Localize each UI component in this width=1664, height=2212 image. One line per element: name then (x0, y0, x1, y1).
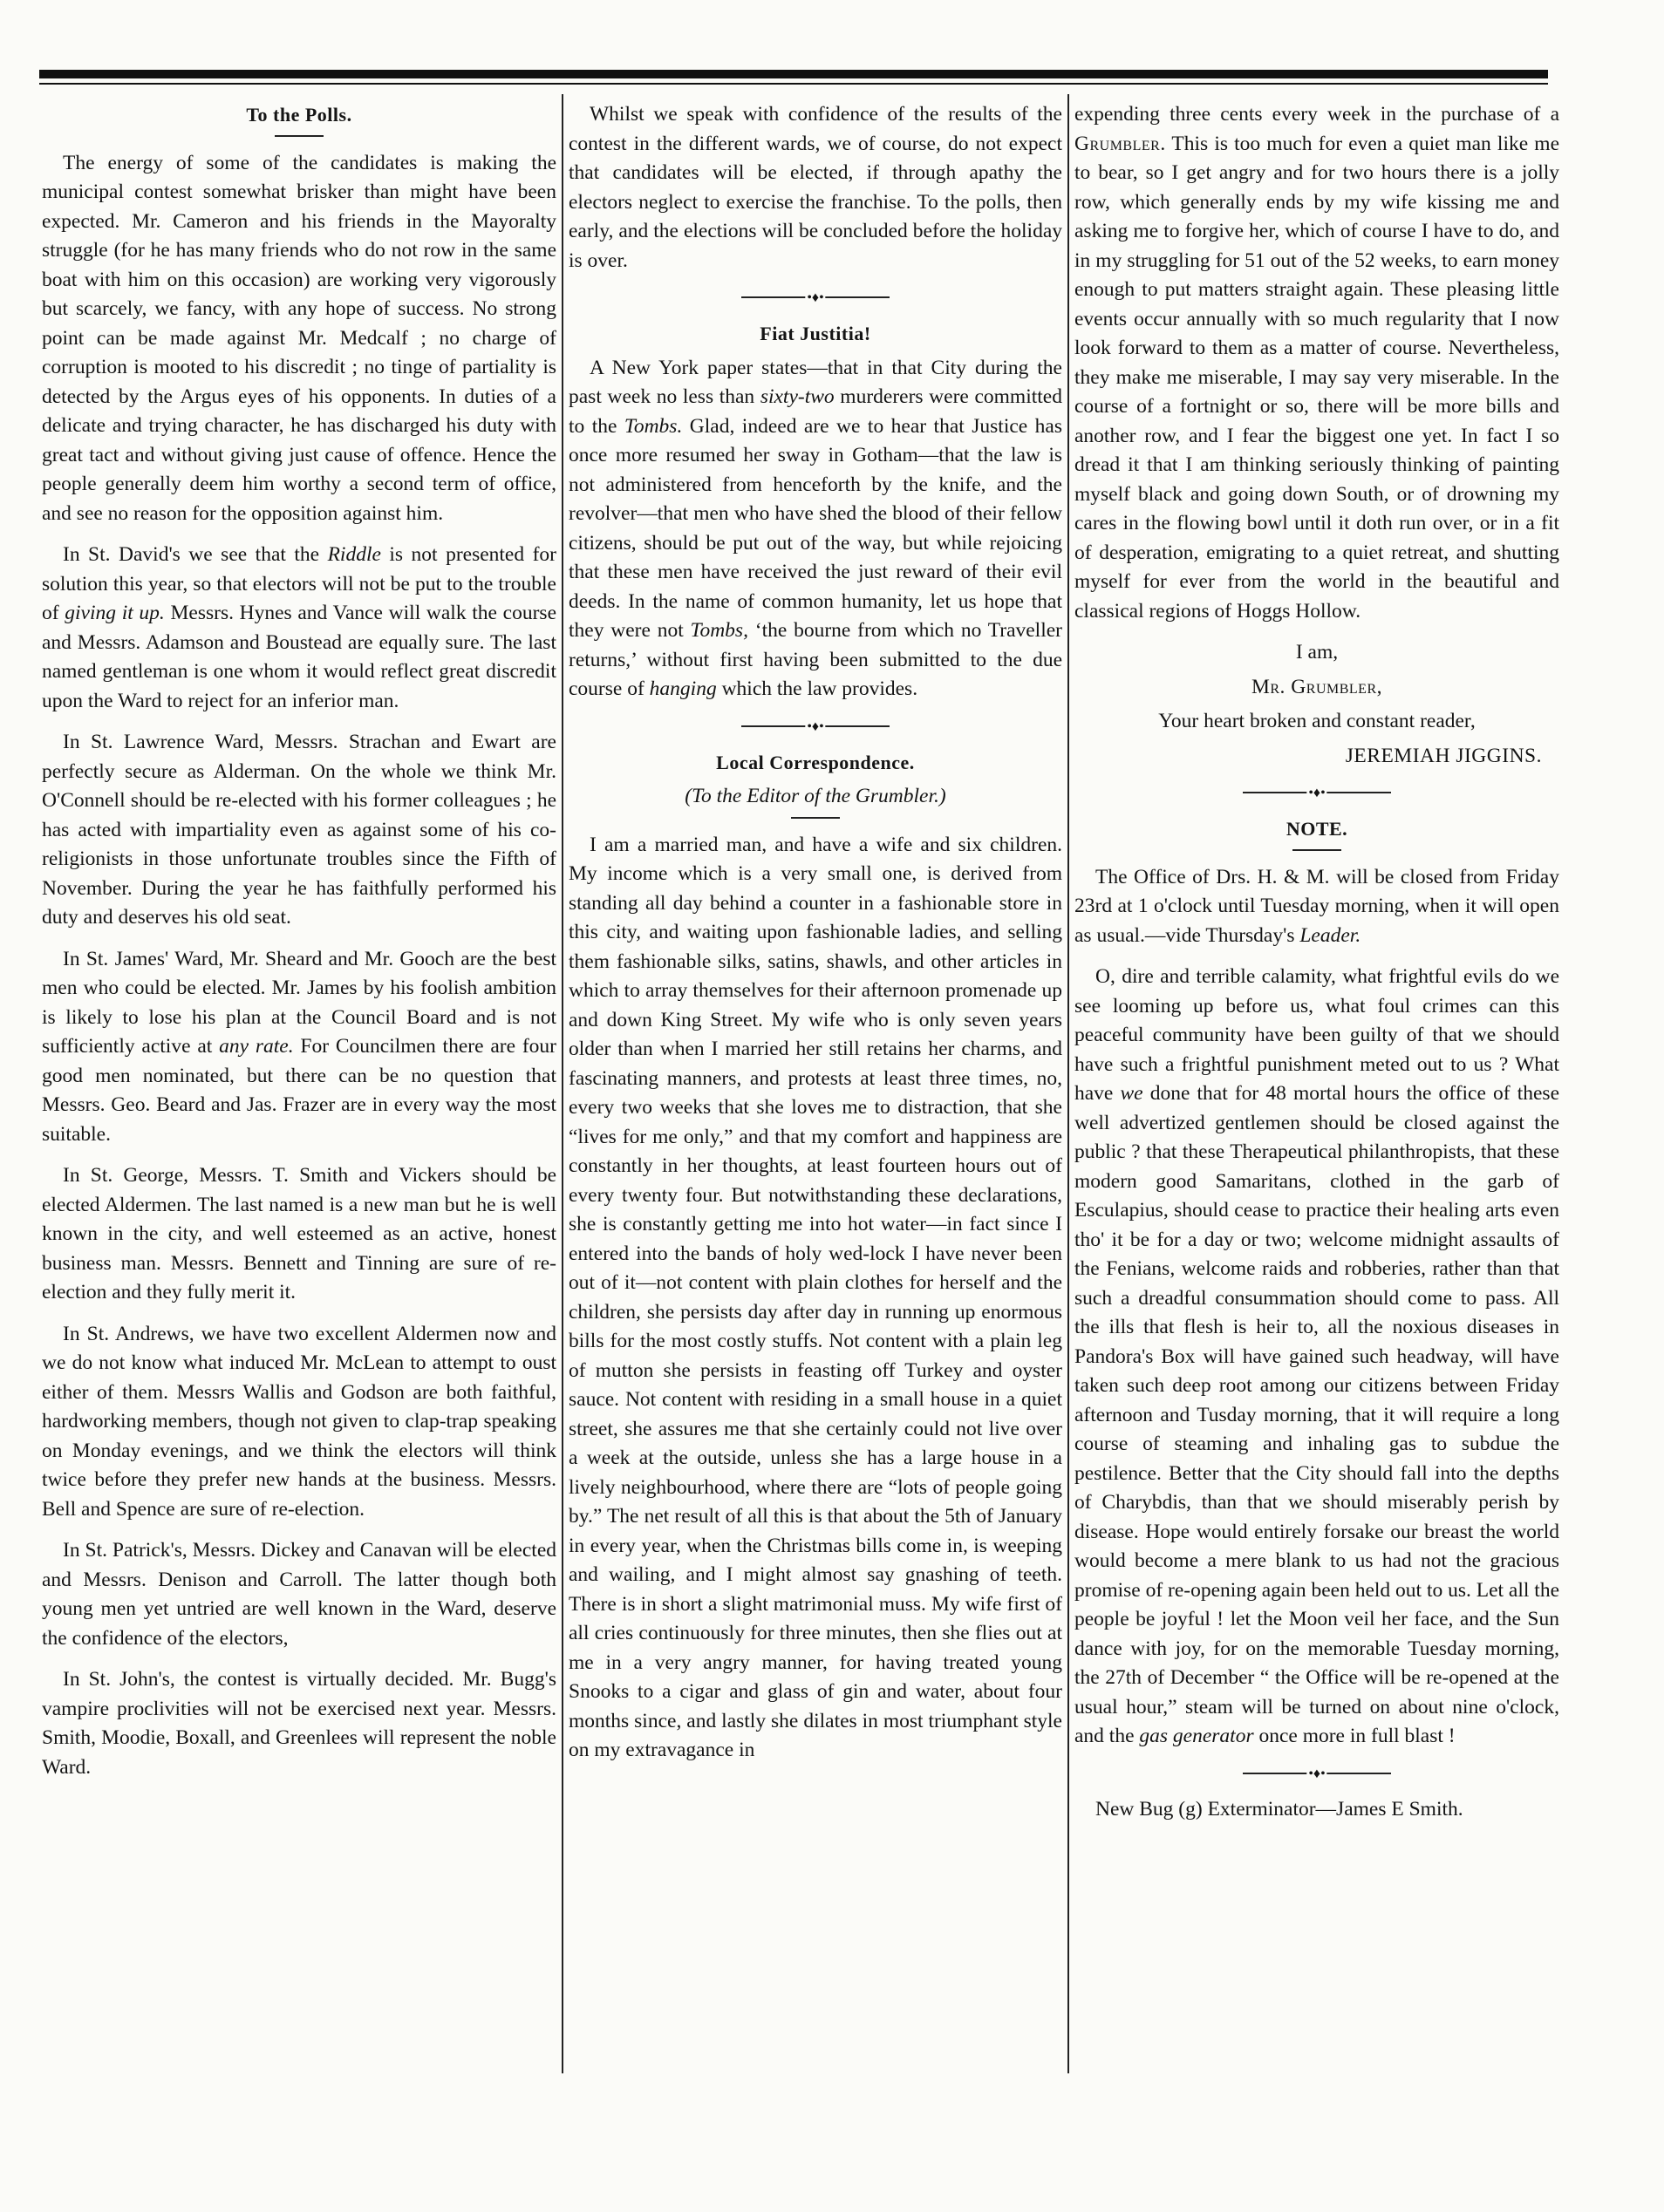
masthead-rule-thin (39, 83, 1548, 85)
fiat-justitia-paragraph: A New York paper states—that in that City during the past week no less than sixty-two murderers were committed to the Tombs. Glad, indeed are we to hear that Justice has once more resumed her sway in Gotham—that the law is not administered from henceforth by the knife, and the revolver—that men who have shed the blood of their fellow citizens, should be put out of the way, but while rejoicing that these men have received the just reward of their evil deeds. In the name of common humanity, let us hope that they were not Tombs, ‘the bourne from which no Traveller returns,’ without first having been submitted to the due course of hanging which the law provides. (569, 356, 1062, 700)
polls-paragraph-closing: Whilst we speak with confidence of the results of the contest in the different wards, we of course, do not expect that candidates will be elected, if through apathy the electors neglect to exercise the franchise. To the polls, then early, and the elections will be concluded before the holiday is over. (569, 103, 1062, 272)
note-paragraph-1: The Office of Drs. H. & M. will be closed from Friday 23rd at 1 o'clock until Tuesday morning, when it will open as usual.—vide Thursday's Leader. (1074, 865, 1559, 947)
section-ornament (1243, 1767, 1391, 1780)
polls-paragraph-st-lawrence: In St. Lawrence Ward, Messrs. Strachan and Ewart are perfectly secure as Alderman. On the whole we think Mr. O'Connell should be re-elected with his former colleagues ; he has acted with impartiality even as against some of his co-religionists in those unfortunate troubles since the Fifth of November. During the year he has faithfully performed his duty and deserves his old seat. (42, 731, 556, 929)
masthead-rule-thick (39, 70, 1548, 78)
polls-paragraph-st-johns: In St. John's, the contest is virtually decided. Mr. Bugg's vampire proclivities will not be exercised next year. Messrs. Smith, Moodie, Boxall, and Greenlees will represent the noble Ward. (42, 1668, 556, 1779)
letter-continuation: expending three cents every week in the purchase of a Grumbler. This is too much for even a quiet man like me to bear, so I get angry and for two hours there is a jolly row, which generally ends by my wife kissing me and asking me to forgive her, which of course I have to do, and in my struggling for 51 out of the 52 weeks, to earn money enough to put matters straight again. These pleasing little events occur annually with so much regularity that I now look forward to them as a matter of course. Nevertheless, they make me miserable, I may say very miserable. In the course of a fortnight or so, there will be more bills and another row, and I fear the biggest one yet. In fact I so dread it that I am thinking seriously thinking of painting myself black and going down South, or of drowning my cares in the flowing bowl until it doth run over, or in a fit of desperation, emigrating to a quiet retreat, and shutting myself for ever from the world in the beautiful and classical regions of Hoggs Hollow. (1074, 103, 1559, 623)
letter-closing-reader: Your heart broken and constant reader, (1158, 710, 1476, 732)
heading-dash (1292, 849, 1341, 851)
column-rule-2 (1067, 94, 1069, 2073)
heading-dash (791, 817, 840, 819)
local-correspondence-paragraph: I am a married man, and have a wife and six children. My income which is a very small one, is derived from standing all day behind a counter in a fashionable store in this city, and waiting upon fashionable ladies, and selling them fashionable silks, satins, shawls, and other articles in which to array themselves for their afternoon promenade up and down King Street. My wife who is only seven years older than when I married her still retains her charms, and fascinating manners, and protests at least three times, no, every two weeks that she loves me to distraction, that she “lives for me only,” and that my comfort and happiness are constantly in her thoughts, at least fourteen hours out of every twenty four. But notwithstanding these declarations, she is constantly getting me into hot water—in fact since I entered into the bands of holy wed-lock I have never been out of it—not content with plain clothes for herself and the children, she persists day after day in running up enormous bills for the most costly stuffs. Not content with a plain leg of mutton she persists in feasting off Turkey and oyster sauce. Not content with residing in a small house in a quiet street, she assures me that she certainly could not live over a week at the outside, unless she has a large house in a lively neighbourhood, where there are “lots of people going by.” The net result of all this is that about the 5th of January in every year, when the Christmas bills come in, is weeping and wailing, and I might almost say gnashing of teeth. There is in short a slight matrimonial muss. My wife first of all cries continuously for three minutes, then she flies out at me in a very angry manner, for having treated young Snooks to a cigar and glass of gin and water, about four months since, and lastly she dilates in most triumphant style on my extravagance in (569, 833, 1062, 1761)
column-1 (42, 100, 556, 2106)
polls-paragraph-st-george: In St. George, Messrs. T. Smith and Vickers should be elected Aldermen. The last named is a new man but he is well known in the city, and well esteemed as an active, honest business man. Messrs. Bennett and Tinning are sure of re-election and they fully merit it. (42, 1164, 556, 1303)
note-paragraph-2: O, dire and terrible calamity, what frightful evils do we see looming up before us, what foul crimes can this peaceful community have been guilty of that we should have such a frightful punishment meted out to us ? What have we done that for 48 mortal hours the office of these well advertized gentlemen should be closed against the public ? that these Therapeutical philanthropists, that these modern good Samaritans, clothed in the garb of Esculapius, should cease to practice their healing arts even tho' it be for a day or two; welcome midnight assaults of the Fenians, welcome raids and robberies, rather than that such a dreadful consummation should come to pass. All the ills that flesh is heir to, all the noxious diseases in Pandora's Box will have gained such headway, will have taken such deep root among our citizens between Friday afternoon and Tusday morning, that it will require a long course of steaming and inhaling gas to subdue the pestilence. Better that the City should fall into the depths of Charybdis, than that we should miserably perish by disease. Hope would entirely forsake our breast the world would become a mere blank to us had not the gracious promise of re-opening again been held out to us. Let all the people be joyful ! let the Moon veil her face, and the Sun dance with joy, for on the memorable Tuesday morning, the 27th of December “ the Office will be re-opened at the usual hour,” steam will be turned on about nine o'clock, and the gas generator once more in full blast ! (1074, 965, 1559, 1747)
section-ornament (1243, 786, 1391, 799)
local-correspondence-heading: Local Correspondence. (716, 751, 915, 773)
bug-exterminator-advert: New Bug (g) Exterminator—James E Smith. (1095, 1797, 1463, 1821)
note-heading: NOTE. (1286, 818, 1348, 840)
letter-signature: JEREMIAH JIGGINS. (1345, 744, 1542, 767)
letter-closing-i-am: I am, (1295, 641, 1339, 664)
polls-paragraph-st-james: In St. James' Ward, Mr. Sheard and Mr. Gooch are the best men who could be elected. Mr. James by his foolish ambition is likely to lose his plan at the Council Board and is not sufficiently active at any rate. For Councilmen there are four good men nominated, but there can be no question that Messrs. Geo. Beard and Jas. Frazer are in every way the most suitable. (42, 947, 556, 1146)
polls-paragraph-st-patricks: In St. Patrick's, Messrs. Dickey and Canavan will be elected and Messrs. Denison and Carroll. The latter though both young men yet untried are well known in the Ward, deserve the confidence of the electors, (42, 1539, 556, 1650)
local-correspondence-subheading: (To the Editor of the Grumbler.) (685, 785, 946, 807)
section-ornament (741, 720, 890, 732)
polls-paragraph-st-davids: In St. David's we see that the Riddle is not presented for solution this year, so that electors will not be put to the trouble of giving it up. Messrs. Hynes and Vance will walk the course and Messrs. Adamson and Boustead are equally sure. The last named gentleman is one whom it would reflect great discredit upon the Ward to reject for an inferior man. (42, 543, 556, 712)
letter-closing-addressee: Mr. Grumbler, (1251, 675, 1382, 698)
column-2 (569, 100, 1062, 2106)
polls-paragraph-st-andrews: In St. Andrews, we have two excellent Aldermen now and we do not know what induced Mr. McLean to attempt to oust either of them. Messrs Wallis and Godson are both faithful, hardworking members, though not given to clap-trap speaking on Monday evenings, and we think the electors will think twice before they prefer new hands at the business. Messrs. Bell and Spence are sure of re-election. (42, 1322, 556, 1521)
heading-dash (275, 135, 324, 137)
column-3 (1074, 100, 1559, 2106)
fiat-justitia-heading: Fiat Justitia! (760, 323, 871, 344)
polls-heading: To the Polls. (246, 104, 352, 126)
section-ornament (741, 291, 890, 303)
polls-paragraph-1: The energy of some of the candidates is making the municipal contest somewhat brisker than might have been expected. Mr. Cameron and his friends in the Mayoralty struggle (for he has many friends who do not row in the same boat with him on this occasion) are working very vigorously but scarcely, we fancy, with any hope of success. No strong point can be made against Mr. Medcalf ; no charge of corruption is mooted to his discredit ; no tinge of partiality is detected by the Argus eyes of his opponents. In duties of a delicate and trying character, he has discharged his duty with great tact and without giving just cause of offence. Hence the people generally deem him worthy a second term of office, and see no reason for the opposition against him. (42, 151, 556, 525)
column-rule-1 (562, 94, 563, 2073)
